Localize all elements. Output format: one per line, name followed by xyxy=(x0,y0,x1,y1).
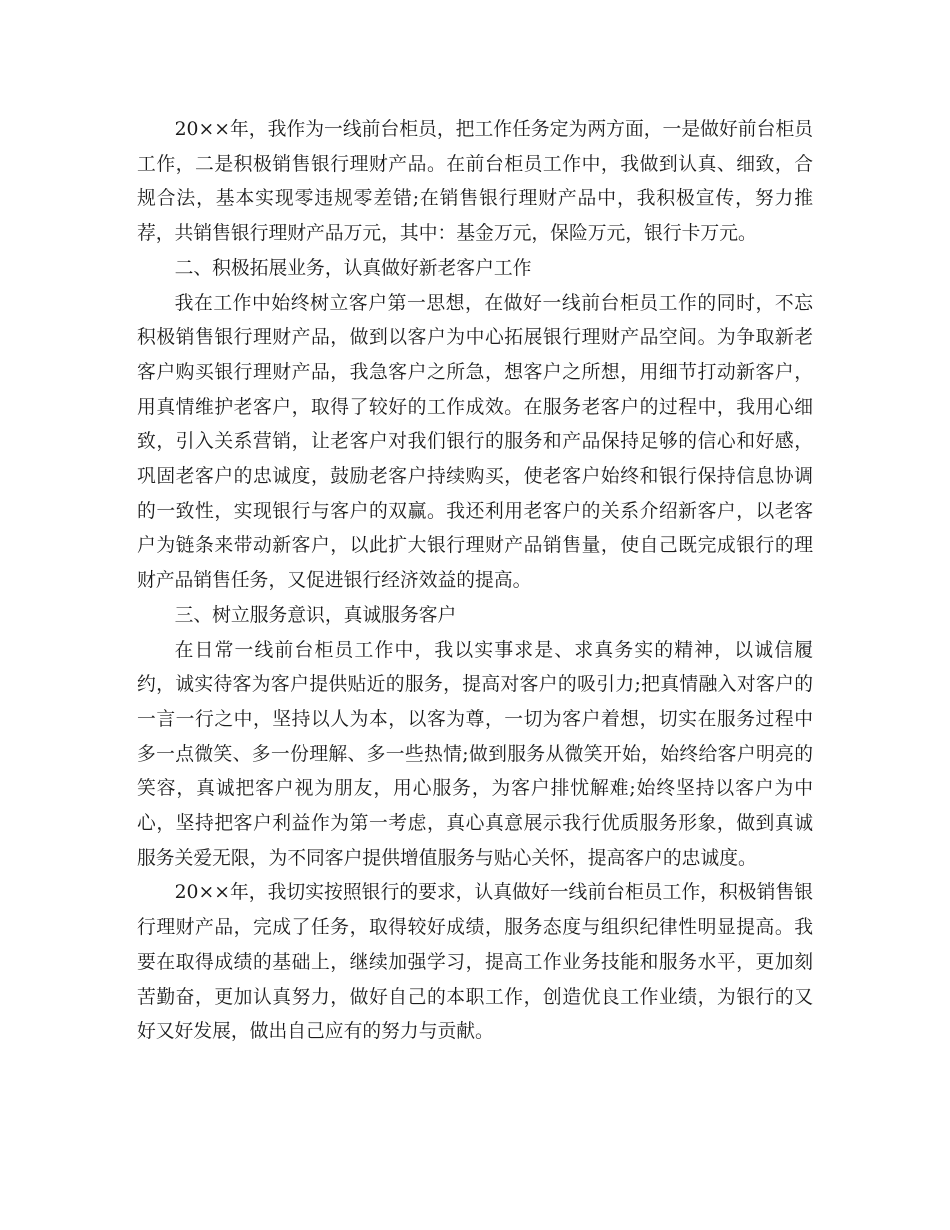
section-heading-service-awareness: 三、树立服务意识，真诚服务客户 xyxy=(174,604,457,626)
document-body xyxy=(137,113,813,1050)
paragraph-summary-intro: 20××年，我作为一线前台柜员，把工作任务定为两方面，一是做好前台柜员工作，二是积极销售银行理财产品。在前台柜员工作中，我做到认真、细致，合规合法，基本实现零违规零差错;在销售银行理财产品中，我积极宣传，努力推荐，共销售银行理财产品万元，其中：基金万元，保险万元，银行卡万元。 xyxy=(137,119,813,245)
paragraph-expand-business: 我在工作中始终树立客户第一思想，在做好一线前台柜员工作的同时，不忘积极销售银行理财产品，做到以客户为中心拓展银行理财产品空间。为争取新老客户购买银行理财产品，我急客户之所急，想客户之所想，用细节打动新客户，用真情维护老客户，取得了较好的工作成效。在服务老客户的过程中，我用心细致，引入关系营销，让老客户对我们银行的服务和产品保持足够的信心和好感，巩固老客户的忠诚度，鼓励老客户持续购买，使老客户始终和银行保持信息协调的一致性，实现银行与客户的双赢。我还利用老客户的关系介绍新客户，以老客户为链条来带动新客户，以此扩大银行理财产品销售量，使自己既完成银行的理财产品销售任务，又促进银行经济效益的提高。 xyxy=(137,292,813,592)
paragraph-service-awareness: 在日常一线前台柜员工作中，我以实事求是、求真务实的精神，以诚信履约，诚实待客为客户提供贴近的服务，提高对客户的吸引力;把真情融入对客户的一言一行之中，坚持以人为本，以客为尊，一切为客户着想，切实在服务过程中多一点微笑、多一份理解、多一些热情;做到服务从微笑开始，始终给客户明亮的笑容，真诚把客户视为朋友，用心服务，为客户排忧解难;始终坚持以客户为中心，坚持把客户利益作为第一考虑，真心真意展示我行优质服务形象，做到真诚服务关爱无限，为不同客户提供增值服务与贴心关怀，提高客户的忠诚度。 xyxy=(137,639,813,869)
paragraph-conclusion: 20××年，我切实按照银行的要求，认真做好一线前台柜员工作，积极销售银行理财产品，完成了任务，取得较好成绩，服务态度与组织纪律性明显提高。我要在取得成绩的基础上，继续加强学习，提高工作业务技能和服务水平，更加刻苦勤奋，更加认真努力，做好自己的本职工作，创造优良工作业绩，为银行的又好又好发展，做出自己应有的努力与贡献。 xyxy=(137,882,813,1043)
section-heading-expand-business: 二、积极拓展业务，认真做好新老客户工作 xyxy=(174,257,532,279)
